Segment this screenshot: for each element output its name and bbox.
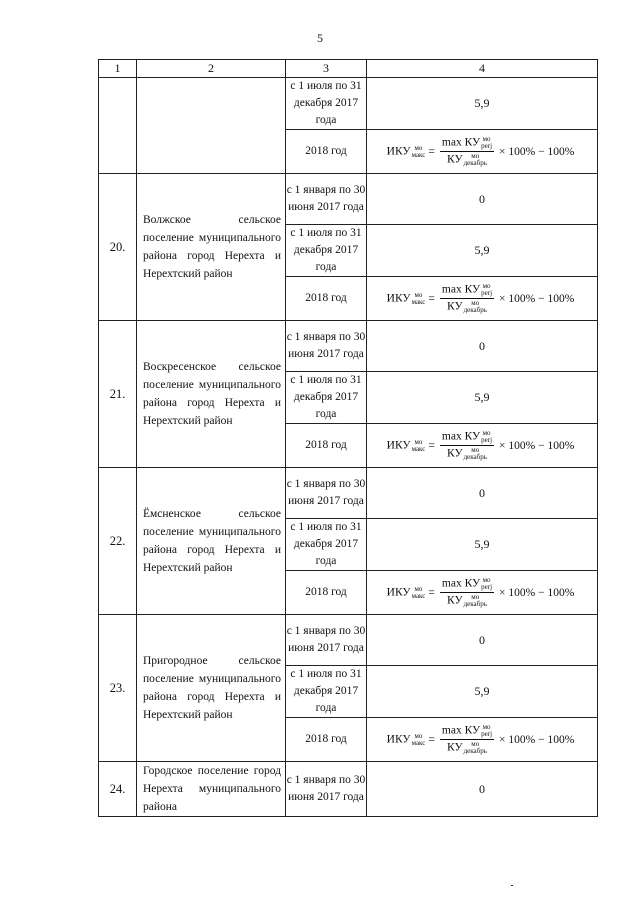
table-row [99,321,598,372]
index-formula [387,283,578,314]
formula-indices [464,153,487,167]
formula-denominator-text: КУ [447,741,463,754]
formula-cell [367,277,598,321]
formula-tail: × 100% − 100% [499,292,575,305]
page-number: 5 [317,31,323,45]
period-cell: 2018 год [286,277,367,321]
period-cell: 2018 год [286,571,367,615]
value-cell: 5,9 [367,225,598,277]
formula-subscript: декабрь [463,747,487,755]
tariff-index-table [98,59,598,817]
formula-superscript: мо [471,152,480,160]
formula-subscript: perj [481,436,493,444]
settlement-name-cell [137,174,286,321]
formula-subscript: макс [411,738,426,747]
formula-numerator-text: max КУ [441,136,481,149]
formula-superscript: мо [471,593,480,601]
formula-superscript: мо [414,143,423,152]
period-cell: с 1 июля по 31 декабря 2017 года [286,78,367,130]
formula-cell [367,571,598,615]
value-cell: 5,9 [367,666,598,718]
formula-denominator [445,593,489,608]
formula-tail: × 100% − 100% [499,145,575,158]
formula-subscript: декабрь [463,306,487,314]
formula-fraction [440,577,494,608]
formula-subscript: perj [481,289,493,297]
formula-numerator [440,724,494,740]
period-cell: с 1 января по 30 июня 2017 года [286,321,367,372]
row-number: 24. [99,762,137,817]
formula-superscript: мо [482,429,491,437]
formula-denominator-text: КУ [447,594,463,607]
index-formula [387,577,578,608]
formula-lhs-symbol: ИКУ [386,586,411,599]
formula-numerator-text: max КУ [441,283,481,296]
formula-cell [367,130,598,174]
formula-subscript: perj [481,142,493,150]
settlement-name-cell [137,321,286,468]
header-row [99,60,598,78]
value-cell: 0 [367,174,598,225]
row-number: 20. [99,174,137,321]
formula-lhs [387,586,426,600]
formula-superscript: мо [471,446,480,454]
formula-numerator [440,430,494,446]
formula-equals: = [428,439,435,452]
settlement-name: Воскресенское сельское поселение муниципального района город Нерехта и Нерехтский район [143,361,281,427]
index-formula [387,430,578,461]
settlement-name: Волжское сельское поселение муниципального района город Нерехта и Нерехтский район [143,214,281,280]
formula-numerator-text: max КУ [441,430,481,443]
period-cell: с 1 января по 30 июня 2017 года [286,174,367,225]
continuation-row-jul [99,78,598,130]
formula-subscript: декабрь [463,159,487,167]
formula-fraction [440,724,494,755]
formula-denominator [445,740,489,755]
formula-fraction [440,136,494,167]
formula-superscript: мо [482,135,491,143]
formula-equals: = [428,733,435,746]
value-cell: 5,9 [367,372,598,424]
formula-tail: × 100% − 100% [499,586,575,599]
period-cell: с 1 июля по 31 декабря 2017 года [286,519,367,571]
formula-numerator-text: max КУ [441,724,481,737]
table-row [99,762,598,817]
index-formula [387,136,578,167]
formula-denominator [445,299,489,314]
formula-superscript: мо [471,299,480,307]
row-number: 22. [99,468,137,615]
formula-lhs-symbol: ИКУ [386,733,411,746]
formula-cell [367,718,598,762]
settlement-name: Городское поселение город Нерехта муниципального района [143,765,281,813]
settlement-name: Пригородное сельское поселение муниципального района город Нерехта и Нерехтский район [143,655,281,721]
formula-equals: = [428,586,435,599]
formula-denominator-text: КУ [447,300,463,313]
formula-denominator [445,446,489,461]
period-cell: 2018 год [286,130,367,174]
table-row [99,615,598,666]
formula-denominator [445,152,489,167]
formula-lhs [387,145,426,159]
period-cell: с 1 января по 30 июня 2017 года [286,762,367,817]
formula-indices [481,136,492,150]
index-formula [387,724,578,755]
formula-indices [412,145,426,159]
value-cell: 5,9 [367,519,598,571]
value-cell: 5,9 [367,78,598,130]
formula-subscript: perj [481,730,493,738]
formula-subscript: макс [411,150,426,159]
formula-fraction [440,430,494,461]
formula-indices [412,439,426,453]
formula-subscript: perj [481,583,493,591]
formula-numerator-text: max КУ [441,577,481,590]
formula-lhs-symbol: ИКУ [386,145,411,158]
row-number: 23. [99,615,137,762]
value-cell: 0 [367,615,598,666]
formula-indices [412,292,426,306]
row-number: 21. [99,321,137,468]
formula-indices [464,447,487,461]
formula-superscript: мо [414,290,423,299]
formula-equals: = [428,145,435,158]
formula-indices [464,741,487,755]
period-cell: с 1 июля по 31 декабря 2017 года [286,666,367,718]
value-cell: 0 [367,468,598,519]
period-cell: 2018 год [286,718,367,762]
header-col-3: 3 [286,60,367,78]
formula-indices [464,300,487,314]
period-cell: с 1 июля по 31 декабря 2017 года [286,372,367,424]
table-row [99,174,598,225]
formula-indices [481,283,492,297]
scan-mark [511,885,513,886]
header-col-2: 2 [137,60,286,78]
formula-subscript: макс [411,591,426,600]
formula-indices [412,733,426,747]
formula-numerator [440,283,494,299]
settlement-name-cell [137,762,286,817]
formula-tail: × 100% − 100% [499,733,575,746]
table-row [99,468,598,519]
formula-superscript: мо [482,723,491,731]
period-cell: с 1 января по 30 июня 2017 года [286,615,367,666]
formula-indices [481,430,492,444]
header-col-1: 1 [99,60,137,78]
period-cell: с 1 июля по 31 декабря 2017 года [286,225,367,277]
formula-indices [481,724,492,738]
formula-indices [412,586,426,600]
formula-tail: × 100% − 100% [499,439,575,452]
header-col-4: 4 [367,60,598,78]
formula-subscript: макс [411,444,426,453]
formula-subscript: декабрь [463,453,487,461]
formula-superscript: мо [414,731,423,740]
formula-denominator-text: КУ [447,447,463,460]
formula-equals: = [428,292,435,305]
formula-numerator [440,136,494,152]
continuation-number-cell [99,78,137,174]
formula-lhs [387,292,426,306]
formula-superscript: мо [414,437,423,446]
formula-superscript: мо [414,584,423,593]
period-cell: 2018 год [286,424,367,468]
formula-fraction [440,283,494,314]
formula-superscript: мо [471,740,480,748]
formula-lhs [387,733,426,747]
value-cell: 0 [367,762,598,817]
settlement-name: Ёмсненское сельское поселение муниципального района город Нерехта и Нерехтский район [143,508,281,574]
formula-denominator-text: КУ [447,153,463,166]
formula-superscript: мо [482,576,491,584]
formula-lhs [387,439,426,453]
formula-subscript: декабрь [463,600,487,608]
formula-cell [367,424,598,468]
formula-indices [481,577,492,591]
value-cell: 0 [367,321,598,372]
formula-indices [464,594,487,608]
formula-lhs-symbol: ИКУ [386,439,411,452]
continuation-name-cell [137,78,286,174]
formula-lhs-symbol: ИКУ [386,292,411,305]
settlement-name-cell [137,615,286,762]
formula-superscript: мо [482,282,491,290]
period-cell: с 1 января по 30 июня 2017 года [286,468,367,519]
formula-numerator [440,577,494,593]
settlement-name-cell [137,468,286,615]
formula-subscript: макс [411,297,426,306]
